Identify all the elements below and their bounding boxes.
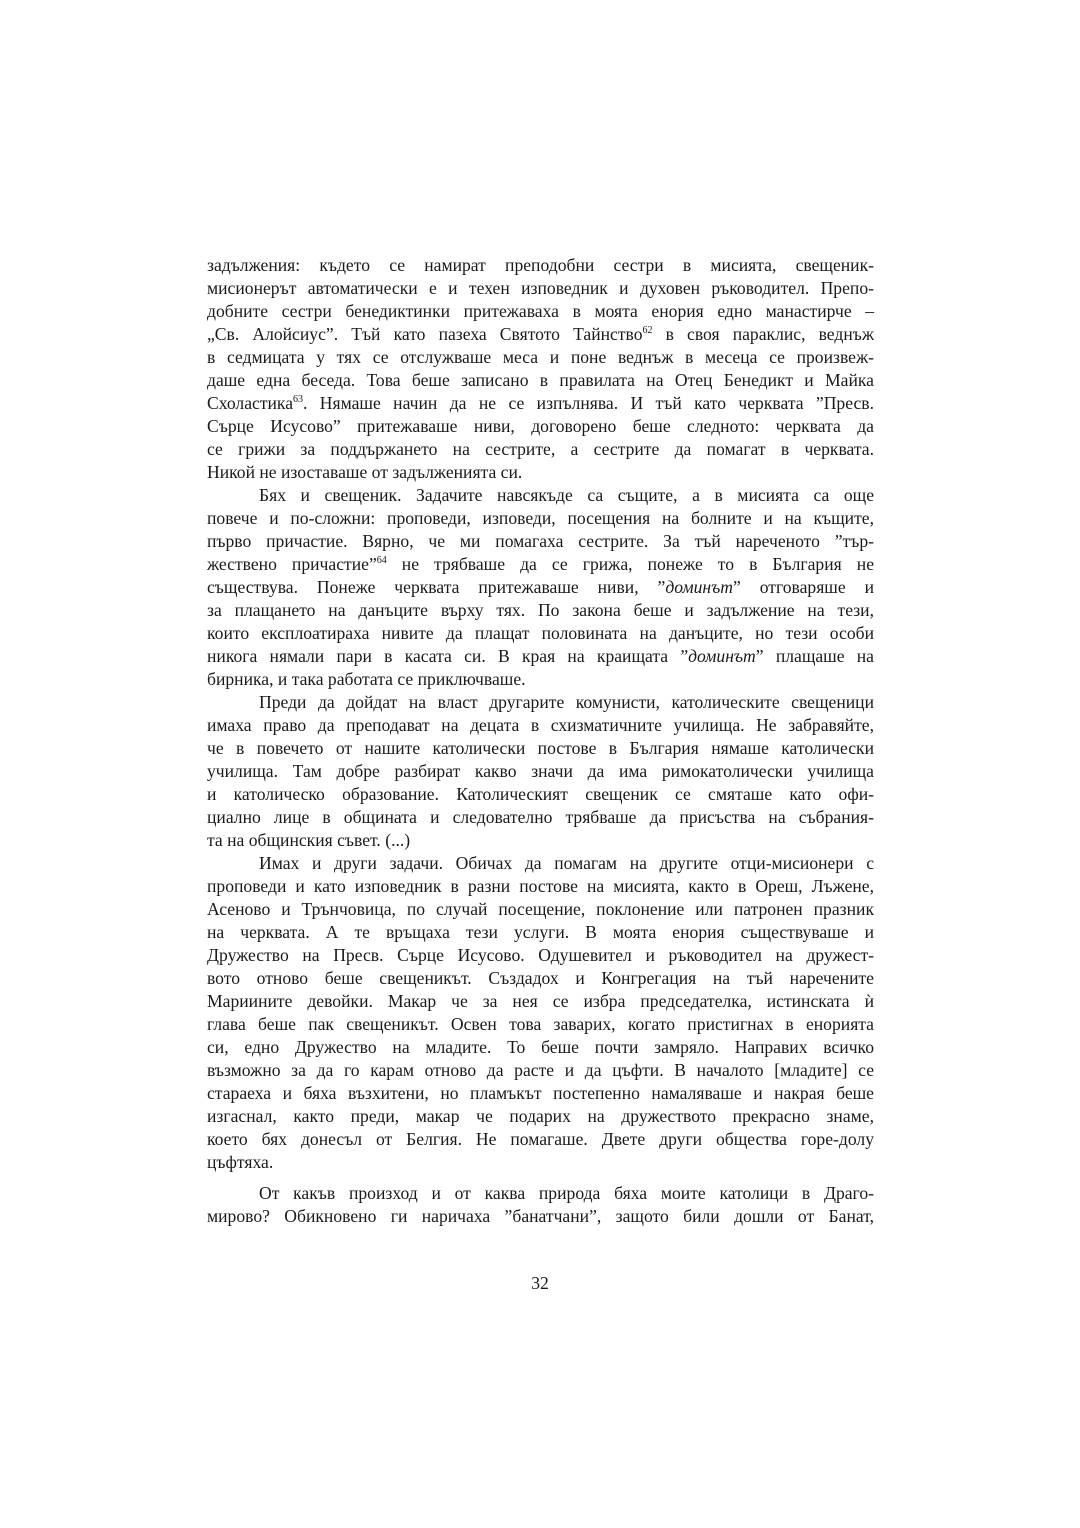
paragraph-4 — [207, 852, 874, 1174]
text-segment: в своя параклис, веднъж — [652, 324, 874, 344]
paragraph-3 — [207, 691, 874, 852]
text-line: Сърце Исусово” притежаваше ниви, договорено беше следното: черквата да — [207, 416, 874, 436]
footnote-ref-62: 62 — [642, 325, 653, 336]
text-line: изгаснал, както преди, макар че подарих на дружеството прекрасно знаме, — [207, 1106, 874, 1126]
text-line: училища. Там добре разбират какво значи да има римокатолически училища — [207, 761, 874, 781]
text-segment: „Св. Алойсиус”. Тъй като пазеха Святото Тайнство — [207, 324, 643, 344]
text-line: Мариините девойки. Макар че за нея се избра председателка, истинската ѝ — [207, 991, 874, 1011]
text-segment: никога нямали пари в касата си. В края на краищата ” — [207, 646, 689, 666]
text-line: проповеди и като изповедник в разни постове на мисията, както в Ореш, Лъжене, — [207, 876, 874, 896]
text-line: циално лице в общината и следователно трябваше да присъства на събрания- — [207, 807, 874, 827]
text-line: че в повечето от нашите католически постове в България нямаше католически — [207, 738, 874, 758]
text-line: възможно за да го карам отново да расте и да цъфти. В началото [младите] се — [207, 1060, 874, 1080]
text-line — [207, 553, 874, 576]
text-line: добните сестри бенедиктинки притежаваха в моята енория едно манастирче – — [207, 301, 874, 321]
footnote-ref-63: 63 — [293, 394, 304, 405]
text-line: бирника, и така работата се приключваше. — [207, 669, 526, 689]
text-line — [207, 645, 874, 668]
text-segment: жествено причастие” — [207, 554, 377, 574]
text-line: Дружество на Пресв. Сърце Исусово. Одушевител и ръководител на дружест- — [207, 945, 874, 965]
text-line: повече и по-сложни: проповеди, изповеди, посещения на болните и на къщите, — [207, 508, 874, 528]
footnote-ref-64: 64 — [376, 555, 387, 566]
text-line: за плащането на данъците върху тях. По закона беше и задължение на тези, — [207, 600, 874, 620]
text-segment: ” отговаряше и — [732, 577, 874, 597]
italic-term: доминът — [688, 646, 756, 666]
paragraph-1 — [207, 254, 874, 484]
text-line: вото отново беше свещеникът. Създадох и Конгрегация на тъй наречените — [207, 968, 874, 988]
text-line: даше една беседа. Това беше записано в правилата на Отец Бенедикт и Майка — [207, 370, 874, 390]
text-line: имаха право да преподават на децата в схизматичните училища. Не забравяйте, — [207, 715, 874, 735]
text-line: Никой не изоставаше от задълженията си. — [207, 462, 523, 482]
text-line: първо причастие. Вярно, че ми помагаха сестрите. За тъй нареченото ”тър- — [207, 531, 874, 551]
text-segment: съществува. Понеже черквата притежаваше ниви, ” — [207, 577, 666, 597]
text-line — [207, 576, 874, 599]
text-line: задължения: където се намират преподобни сестри в мисията, свещеник- — [207, 255, 874, 275]
text-line: Преди да дойдат на власт другарите комунисти, католическите свещеници — [259, 692, 874, 712]
text-line: и католическо образование. Католическият свещеник се смяташе като офи- — [207, 784, 874, 804]
text-line: та на общинския съвет. (...) — [207, 830, 411, 850]
text-line: се грижи за поддържането на сестрите, а сестрите да помагат в черквата. — [207, 439, 874, 459]
text-line: които експлоатираха нивите да плащат половината на данъците, но тези особи — [207, 623, 874, 643]
page-number: 32 — [531, 1273, 549, 1293]
italic-term: доминът — [665, 577, 733, 597]
paragraph-2 — [207, 484, 874, 691]
text-line: цъфтяха. — [207, 1152, 274, 1172]
text-segment: Схоластика — [207, 393, 294, 413]
text-line: Бях и свещеник. Задачите навсякъде са същите, а в мисията са още — [259, 485, 874, 505]
text-line: си, едно Дружество на младите. То беше почти замряло. Направих всичко — [207, 1037, 874, 1057]
text-segment: ” плащаше на — [755, 646, 874, 666]
text-line: мирово? Обикновено ги наричаха ”банатчани”, защото били дошли от Банат, — [207, 1206, 874, 1226]
text-line: което бях донесъл от Белгия. Не помагаше. Двете други общества горе-долу — [207, 1129, 874, 1149]
text-line: на черквата. А те връщаха тези услуги. В моята енория съществуваше и — [207, 922, 874, 942]
text-line: стараеха и бяха възхитени, но пламъкът постепенно намаляваше и накрая беше — [207, 1083, 874, 1103]
text-segment: . Нямаше начин да не се изпълнява. И тъй като черквата ”Пресв. — [303, 393, 874, 413]
text-segment: не трябваше да се грижа, понеже то в България не — [386, 554, 874, 574]
text-line: От какъв произход и от каква природа бяха моите католици в Драго- — [259, 1183, 874, 1203]
text-line: Асеново и Трънчовица, по случай посещение, поклонение или патронен празник — [207, 899, 874, 919]
text-line — [207, 392, 874, 415]
paragraph-5 — [207, 1182, 874, 1228]
text-line: в седмицата у тях се отслужваше меса и поне веднъж в месеца се произвеж- — [207, 347, 874, 367]
text-line: глава беше пак свещеникът. Освен това заварих, когато пристигнах в енорията — [207, 1014, 874, 1034]
text-line: Имах и други задачи. Обичах да помагам на другите отци-мисионери с — [259, 853, 874, 873]
text-line — [207, 323, 874, 346]
text-line: мисионерът автоматически е и техен изповедник и духовен ръководител. Препо- — [207, 278, 874, 298]
body-text — [207, 254, 874, 1228]
